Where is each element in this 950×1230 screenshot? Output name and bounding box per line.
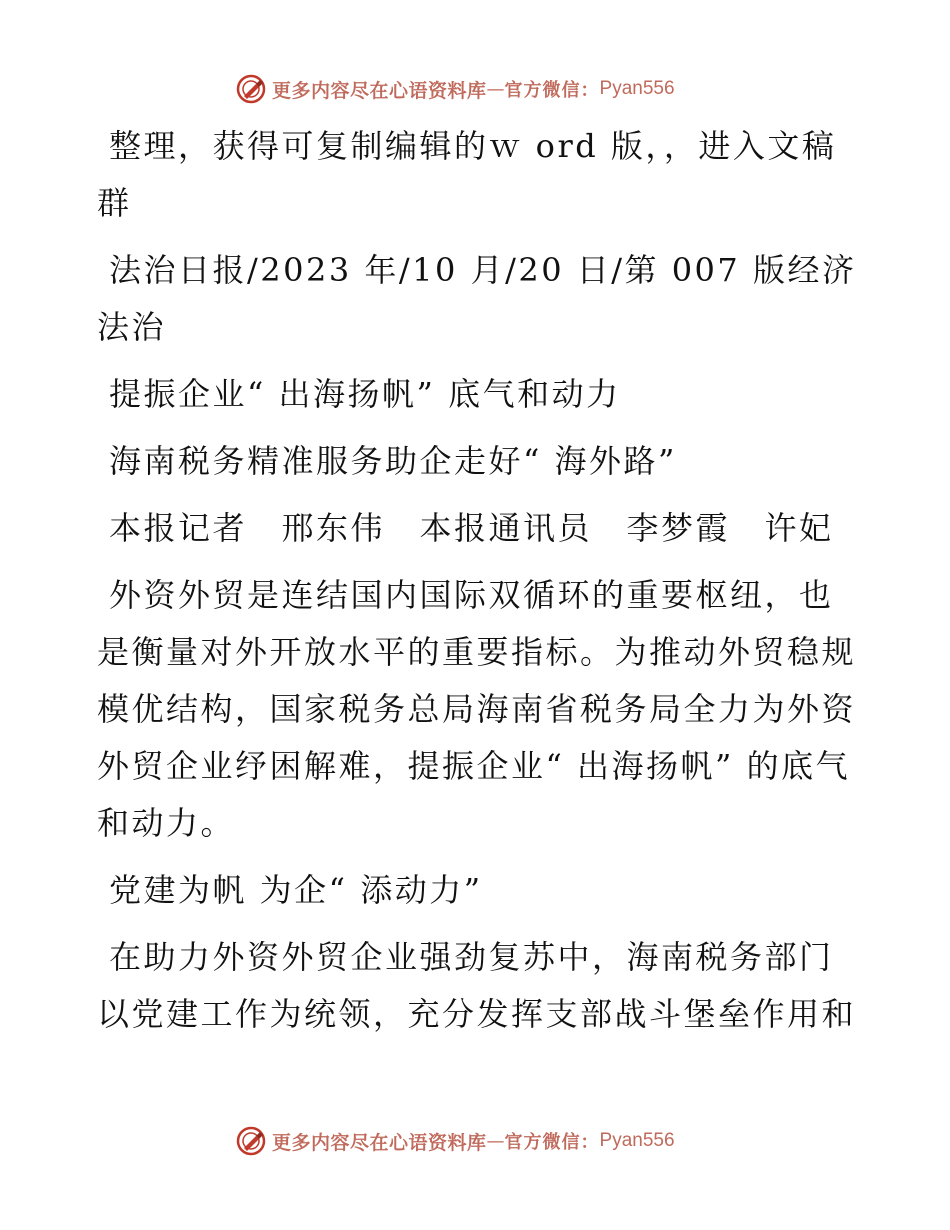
watermark-text: 更多内容尽在心语资料库: [272, 1131, 487, 1154]
body-paragraph-2-text: 在助力外资外贸企业强劲复苏中，海南税务部门以党建工作为统领，充分发挥支部战斗堡垒作用和: [97, 938, 857, 1033]
article-title: [97, 366, 857, 423]
watermark-official-label: 官方微信：: [504, 80, 600, 101]
source-line: [97, 242, 857, 356]
document-body: [97, 118, 857, 1053]
article-title-text: 提振企业“ 出海扬帆” 底气和动力: [109, 375, 621, 413]
intro-note-text: 整理，获得可复制编辑的ｗ ord 版，，进入文稿群: [97, 127, 837, 222]
body-paragraph-1: [97, 567, 857, 852]
header-watermark: [236, 72, 675, 106]
body-paragraph-1-text: 外资外贸是连结国内国际双循环的重要枢纽，也是衡量对外开放水平的重要指标。为推动外贸稳规模优结构，国家税务总局海南省税务局全力为外资外贸企业纾困解难，提振企业“ 出海扬帆” 的底气和动力。: [97, 576, 857, 842]
byline: [97, 500, 857, 557]
footer-watermark: [236, 1124, 675, 1158]
section-heading-text: 党建为帆 为企“ 添动力”: [109, 871, 483, 909]
watermark-separator: —: [486, 1130, 505, 1152]
source-line-text: 法治日报/2023 年/10 月/20 日/第 007 版经济法治: [97, 251, 857, 346]
body-paragraph-2: [97, 929, 857, 1043]
pen-logo-icon: [236, 1126, 266, 1156]
byline-text: 本报记者 邢东伟 本报通讯员 李梦霞 许妃: [109, 509, 834, 547]
section-heading: [97, 862, 857, 919]
pen-logo-icon: [236, 74, 266, 104]
intro-note: [97, 118, 857, 232]
article-subtitle-text: 海南税务精准服务助企走好“ 海外路”: [109, 442, 677, 480]
watermark-separator: —: [486, 78, 505, 100]
watermark-wechat-id: Pyan556: [599, 78, 675, 99]
watermark-official-label: 官方微信：: [504, 1132, 600, 1153]
watermark-wechat-id: Pyan556: [599, 1130, 675, 1151]
article-subtitle: [97, 433, 857, 490]
watermark-text: 更多内容尽在心语资料库: [272, 79, 487, 102]
